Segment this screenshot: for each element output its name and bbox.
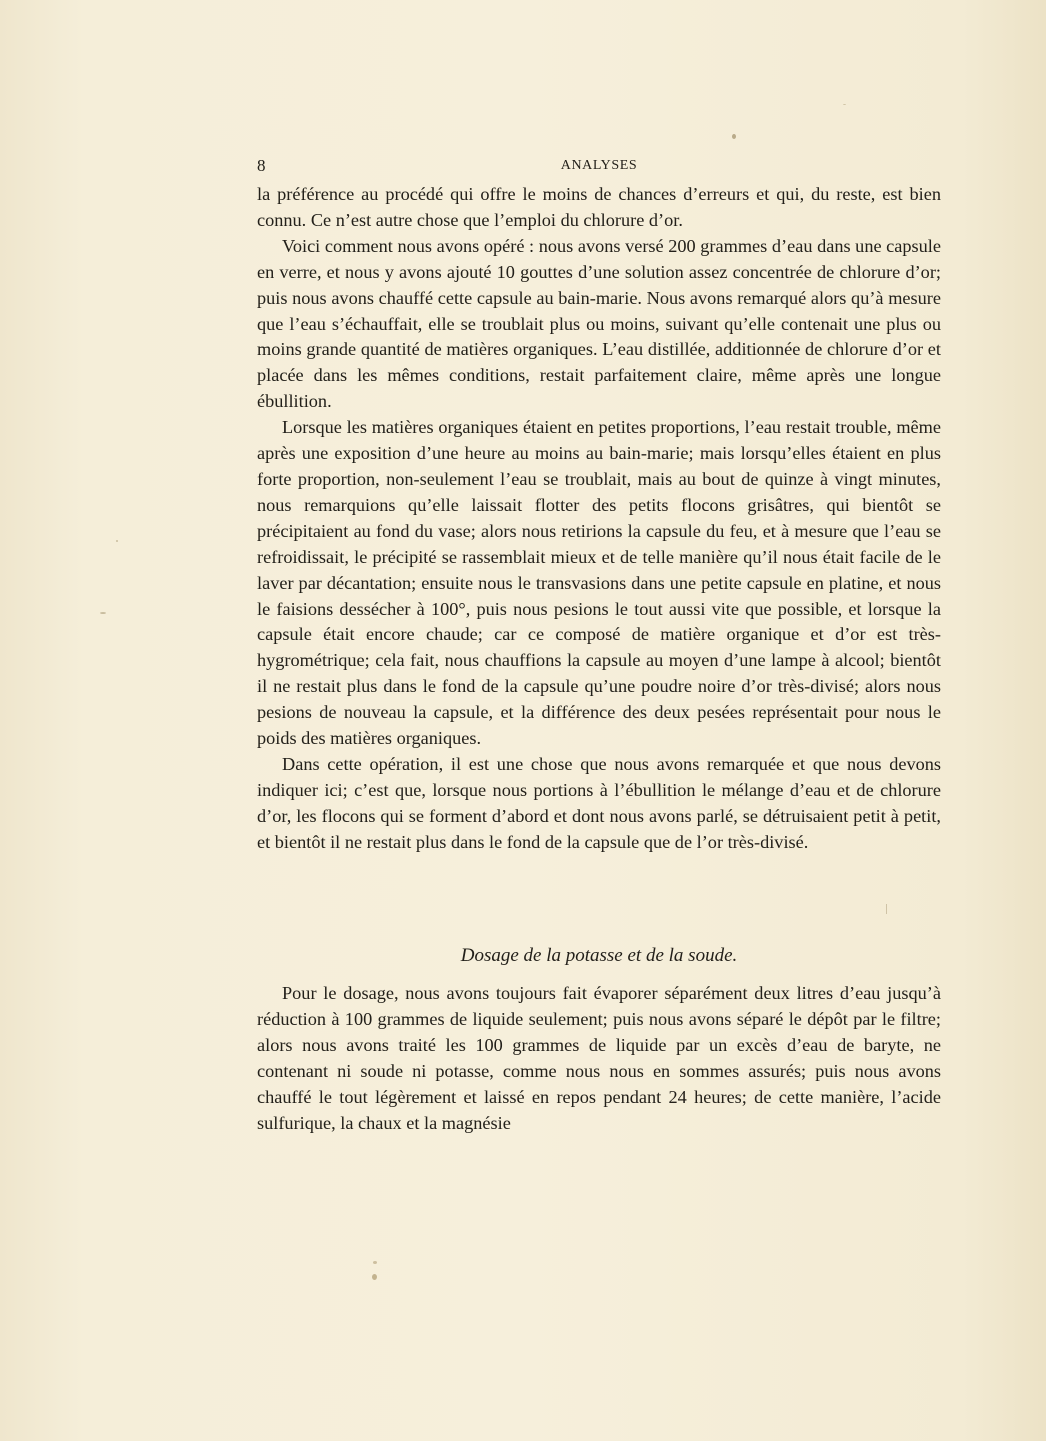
section-body-text <box>257 981 941 1136</box>
running-title: ANALYSES <box>560 158 638 173</box>
section-heading: Dosage de la potasse et de la soude. <box>460 945 738 966</box>
paragraph: la préférence au procédé qui offre le moins de chances d’erreurs et qui, du reste, est bien connu. Ce n’est autre chose que l’emploi du chlorure d’or. <box>257 184 941 230</box>
paragraph: Dans cette opération, il est une chose que nous avons remarquée et que nous devons indiquer ici; c’est que, lorsque nous portions à l’ébullition le mélange d’eau et de chlorure d’or, les flocons qui se forment d’abord et dont nous avons parlé, se détruisaient petit à petit, et bientôt il ne restait plus dans le fond de la capsule que de l’or très-divisé. <box>257 753 941 852</box>
running-head <box>257 156 941 178</box>
paper-speck <box>100 612 106 614</box>
paper-speck <box>372 1274 377 1280</box>
body-text <box>257 182 941 856</box>
paper-speck <box>116 540 118 542</box>
paper-speck <box>373 1261 377 1264</box>
paragraph: Lorsque les matières organiques étaient en petites proportions, l’eau restait trouble, même après une exposition d’une heure au moins au bain-marie; mais lorsqu’elles étaient en plus forte proportion, non-seulement l’eau se troublait, mais au bout de quinze à vingt minutes, nous remarquions qu’elle laissait flotter des petits flocons grisâtres, qui bientôt se précipitaient au fond du vase; alors nous retirions la capsule du feu, et à mesure que l’eau se refroidissait, le précipité se rassemblait mieux et de telle manière qu’il nous était facile de le laver par décantation; ensuite nous le transvasions dans une petite capsule en platine, et nous le faisions dessécher à 100°, puis nous pesions le tout aussi vite que possible, et lorsque la capsule était encore chaude; car ce composé de matière organique et d’or est très-hygrométrique; cela fait, nous chauffions la capsule au moyen d’une lampe à alcool; bientôt il ne restait plus dans le fond de la capsule qu’une poudre noire d’or très-divisé; alors nous pesions de nouveau la capsule, et la différence des deux pesées représentait pour nous le poids des matières organiques. <box>257 417 941 749</box>
paper-speck <box>886 904 887 914</box>
page-number: 8 <box>257 156 266 175</box>
paper-speck <box>732 134 736 139</box>
paragraph: Pour le dosage, nous avons toujours fait évaporer séparément deux litres d’eau jusqu’à réduction à 100 grammes de liquide seulement; puis nous avons séparé le dépôt par le filtre; alors nous avons traité les 100 grammes de liquide par un excès d’eau de baryte, ne contenant ni soude ni potasse, comme nous nous en sommes assurés; puis nous avons chauffé le tout légèrement et laissé en repos pendant 24 heures; de cette manière, l’acide sulfurique, la chaux et la magnésie <box>257 983 941 1133</box>
paper-speck <box>843 104 846 105</box>
paragraph: Voici comment nous avons opéré : nous avons versé 200 grammes d’eau dans une capsule en verre, et nous y avons ajouté 10 gouttes d’une solution assez concentrée de chlorure d’or; puis nous avons chauffé cette capsule au bain-marie. Nous avons remarqué alors qu’à mesure que l’eau s’échauffait, elle se troublait plus ou moins, suivant qu’elle contenait une plus ou moins grande quantité de matières organiques. L’eau distillée, additionnée de chlorure d’or et placée dans les mêmes conditions, restait parfaitement claire, même après une longue ébullition. <box>257 235 941 412</box>
